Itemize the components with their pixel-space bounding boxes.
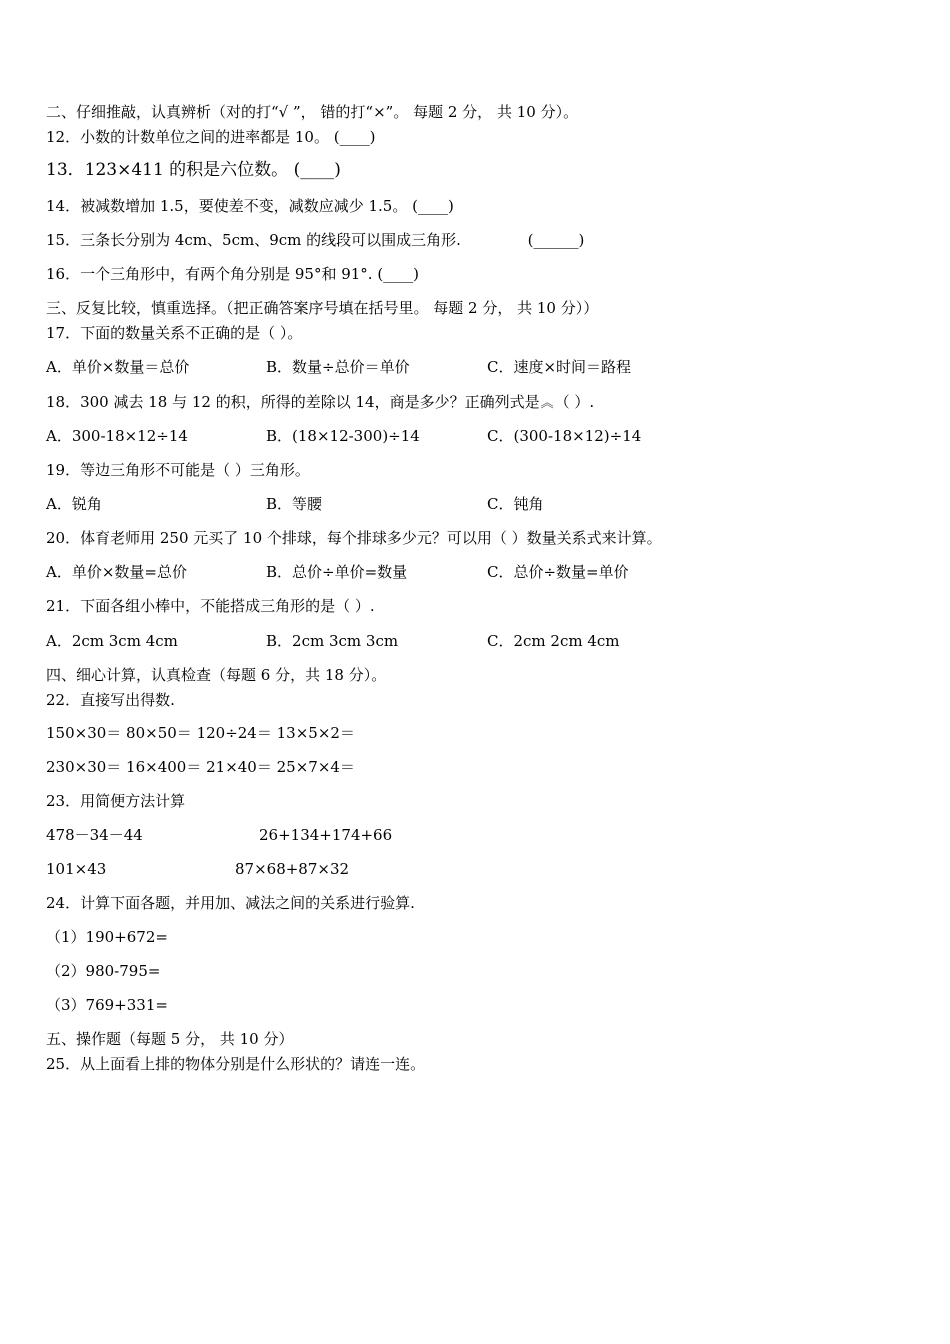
question-23: 23．用简便方法计算 <box>46 792 186 810</box>
option-19-c: C．钝角 <box>487 495 544 513</box>
question-22: 22．直接写出得数. <box>46 691 175 709</box>
caret-mark: ︽ <box>540 396 554 411</box>
section-2-heading: 二、仔细推敲，认真辨析（对的打“√ ”， 错的打“×”。 每题 2 分， 共 10 分）。 <box>46 103 579 121</box>
q23-expr-3: 101×43 <box>46 860 107 878</box>
question-25: 25．从上面看上排的物体分别是什么形状的？请连一连。 <box>46 1055 426 1073</box>
question-17: 17．下面的数量关系不正确的是（ ）。 <box>46 324 303 342</box>
question-20: 20．体育老师用 250 元买了 10 个排球，每个排球多少元？可以用（ ）数量关系式来计算。 <box>46 529 662 547</box>
q24-part-1: （1）190+672= <box>46 928 168 946</box>
option-20-c: C．总价÷数量=单价 <box>487 563 629 581</box>
option-21-a: A．2cm 3cm 4cm <box>46 632 178 650</box>
q23-expr-1: 478－34－44 <box>46 826 143 844</box>
section-4-heading: 四、细心计算，认真检查（每题 6 分，共 18 分）。 <box>46 666 387 684</box>
question-12: 12．小数的计数单位之间的进率都是 10。 (____) <box>46 128 376 146</box>
q24-part-2: （2）980-795= <box>46 962 161 980</box>
option-20-b: B．总价÷单价=数量 <box>266 563 408 581</box>
question-13: 13．123×411 的积是六位数。 (____) <box>46 160 341 180</box>
question-14: 14．被减数增加 1.5，要使差不变，减数应减少 1.5。 (____) <box>46 197 454 215</box>
option-17-a: A．单价×数量＝总价 <box>46 358 190 376</box>
option-20-a: A．单价×数量=总价 <box>46 563 187 581</box>
question-19: 19．等边三角形不可能是（ ）三角形。 <box>46 461 310 479</box>
option-18-c: C．(300-18×12)÷14 <box>487 427 642 445</box>
option-21-c: C．2cm 2cm 4cm <box>487 632 620 650</box>
question-18-text: 18．300 减去 18 与 12 的积，所得的差除以 14，商是多少？正确列式是 <box>46 393 540 411</box>
option-21-b: B．2cm 3cm 3cm <box>266 632 399 650</box>
option-18-b: B．(18×12-300)÷14 <box>266 427 420 445</box>
q23-expr-4: 87×68+87×32 <box>235 860 350 878</box>
q23-expr-2: 26+134+174+66 <box>259 826 393 844</box>
question-16: 16．一个三角形中，有两个角分别是 95°和 91°. (____) <box>46 265 420 283</box>
question-15: 15．三条长分别为 4cm、5cm、9cm 的线段可以围成三角形. (______) <box>46 231 585 249</box>
q24-part-3: （3）769+331= <box>46 996 168 1014</box>
q22-row-2: 230×30＝ 16×400＝ 21×40＝ 25×7×4＝ <box>46 758 355 776</box>
question-21: 21．下面各组小棒中，不能搭成三角形的是（ ）. <box>46 597 375 615</box>
option-18-a: A．300-18×12÷14 <box>46 427 188 445</box>
option-17-b: B．数量÷总价＝单价 <box>266 358 410 376</box>
question-24: 24．计算下面各题，并用加、减法之间的关系进行验算. <box>46 894 415 912</box>
option-17-c: C．速度×时间＝路程 <box>487 358 632 376</box>
question-18-tail: （ ）. <box>554 393 595 411</box>
q22-row-1: 150×30＝ 80×50＝ 120÷24＝ 13×5×2＝ <box>46 724 355 742</box>
question-18 <box>46 392 594 414</box>
option-19-a: A．锐角 <box>46 495 102 513</box>
option-19-b: B．等腰 <box>266 495 323 513</box>
section-3-heading: 三、反复比较，慎重选择。（把正确答案序号填在括号里。 每题 2 分， 共 10 分）） <box>46 299 599 317</box>
section-5-heading: 五、操作题（每题 5 分， 共 10 分） <box>46 1030 294 1048</box>
